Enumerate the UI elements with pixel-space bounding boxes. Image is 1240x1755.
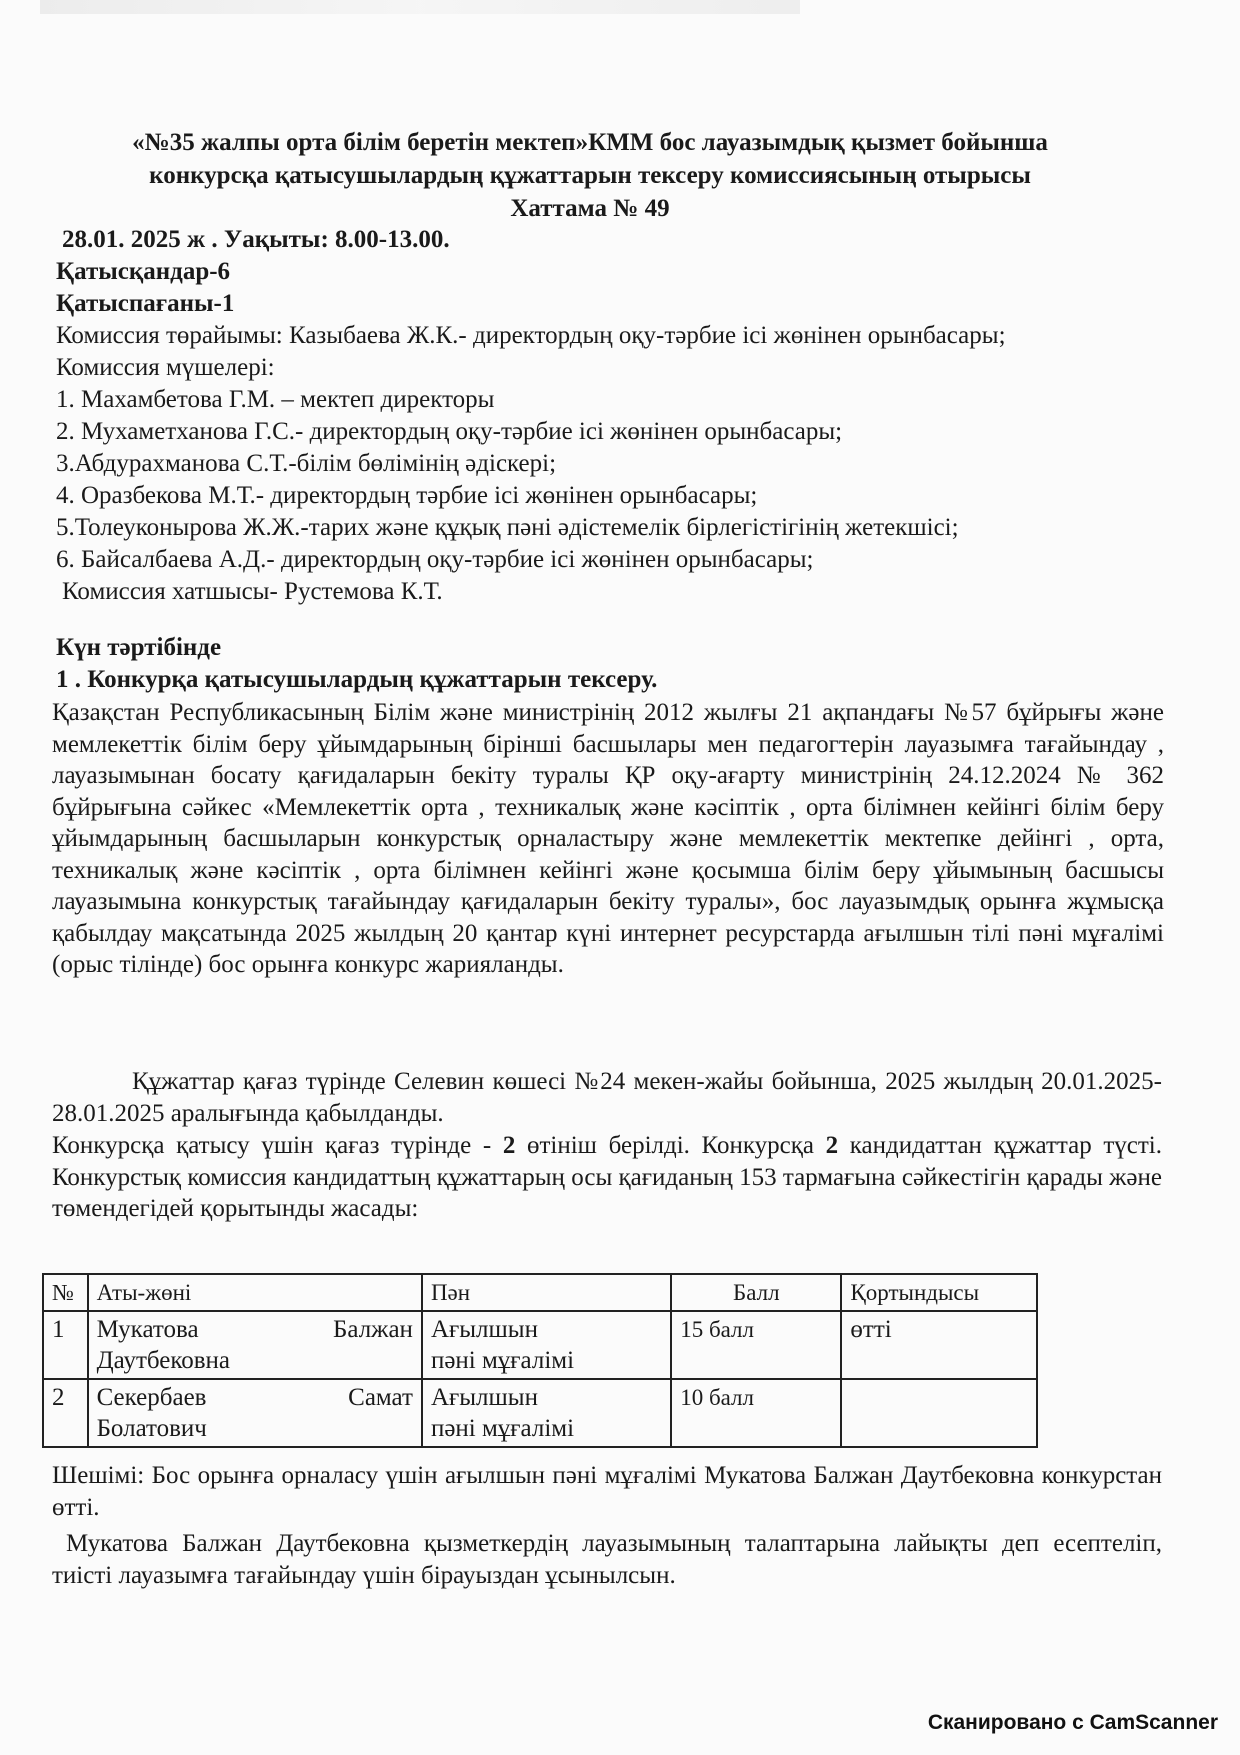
row-subject: Ағылшын пәні мұғалімі [422, 1379, 671, 1447]
commission-member: 2. Мухаметханова Г.С.- директордың оқу-тәрбие ісі жөнінен орынбасары; [56, 418, 843, 445]
decision-recommendation: Мукатова Балжан Даутбековна қызметкердің лауазымының талаптарына лайықты деп есептеліп, тиісті лауазымға тағайындау үшін бірауыздан ұсынылсын. [52, 1530, 1162, 1589]
row-result: өтті [841, 1311, 1037, 1379]
table-row [43, 1311, 1037, 1379]
present-count: Қатысқандар-6 [56, 258, 231, 285]
header-result: Қортындысы [841, 1274, 1037, 1311]
camscanner-watermark: Сканировано с CamScanner [927, 1711, 1218, 1734]
commission-member: 3.Абдурахманова С.Т.-білім бөлімінің әдіскері; [56, 450, 557, 477]
row-name: Мукатова Балжан Даутбековна [88, 1311, 422, 1379]
row-number: 1 [43, 1311, 88, 1379]
commission-member: 4. Оразбекова М.Т.- директордың тәрбие ісі жөнінен орынбасары; [56, 482, 758, 509]
table-header-row [43, 1274, 1037, 1311]
header-line-2: конкурсқа қатысушылардың құжаттарын тексеру комиссиясының отырысы [149, 162, 1031, 189]
header-number: № [43, 1274, 88, 1311]
commission-chair: Комиссия төрайымы: Казыбаева Ж.К.- директордың оқу-тәрбие ісі жөнінен орынбасары; [56, 322, 1006, 349]
agenda-paragraph-1: Қазақстан Республикасының Білім және министрінің 2012 жылғы 21 ақпандағы №57 бұйрығы және мемлекеттік білім беру ұйымдарының бірінші басшылары мен педагогтерін лауазымға тағайындау , лауазымынан босату қағидаларын бекіту туралы ҚР оқу-ағарту министрінің 24.12.2024 № 362 бұйрығына сәйкес «Мемлекеттік орта , техникалық және кәсіптік , орта білімнен кейінгі білім беру ұйымдарының басшыларын конкурстық орналастыру және мемлекеттік мектепке дейінгі , орта, техникалық және кәсіптік , орта білімнен кейінгі және қосымша білім беру ұйымының басшысы лауазымына конкурстық тағайындау қағидаларын бекіту туралы», бос лауазымдық орынға жұмысқа қабылдау мақсатында 2025 жылдың 20 қантар күні интернет ресурстарда ағылшын тілі пәні мұғалімі (орыс тілінде) бос орынға конкурс жарияланды. [52, 699, 1164, 978]
agenda-paragraph-2: Құжаттар қағаз түрінде Селевин көшесі №24 мекен-жайы бойынша, 2025 жылдың 20.01.2025- 28.01.2025 аралығында қабылданды. [52, 1068, 1162, 1127]
header-name: Аты-жөні [88, 1274, 422, 1311]
header-score: Балл [671, 1274, 841, 1311]
agenda-item-1: 1 . Конкурқа қатысушылардың құжаттарын тексеру. [56, 666, 658, 693]
decision-text: Шешімі: Бос орынға орналасу үшін ағылшын пәні мұғалімі Мукатова Балжан Даутбековна конкурстан өтті. [52, 1462, 1162, 1521]
protocol-number: Хаттама № 49 [510, 195, 670, 222]
commission-member: 6. Байсалбаева А.Д.- директордың оқу-тәрбие ісі жөнінен орынбасары; [56, 546, 814, 573]
commission-secretary: Комиссия хатшысы- Рустемова К.Т. [62, 578, 443, 605]
results-table [42, 1273, 1038, 1448]
row-subject: Ағылшын пәні мұғалімі [422, 1311, 671, 1379]
date-time: 28.01. 2025 ж . Уақыты: 8.00-13.00. [62, 226, 450, 253]
row-number: 2 [43, 1379, 88, 1447]
agenda-heading: Күн тәртібінде [56, 634, 222, 661]
commission-member: 5.Толеуконырова Ж.Ж.-тарих және құқық пәні әдістемелік бірлегістігінің жетекшісі; [56, 514, 959, 541]
commission-member: 1. Махамбетова Г.М. – мектеп директоры [56, 386, 495, 413]
header-subject: Пән [422, 1274, 671, 1311]
scan-artifact [40, 0, 800, 14]
row-score: 10 балл [671, 1379, 841, 1447]
row-name: Секербаев Самат Болатович [88, 1379, 422, 1447]
row-score: 15 балл [671, 1311, 841, 1379]
agenda-paragraph-3: Конкурсқа қатысу үшін қағаз түрінде - 2 өтініш берілді. Конкурсқа 2 кандидаттан құжаттар түсті. Конкурстық комиссия кандидаттың құжаттарың осы қағиданың 153 тармағына сәйкестігін қарады және төмендегідей қорытынды жасады: [52, 1132, 1162, 1222]
commission-members-label: Комиссия мүшелері: [56, 354, 275, 381]
row-result [841, 1379, 1037, 1447]
table-row [43, 1379, 1037, 1447]
header-line-1: «№35 жалпы орта білім беретін мектеп»КММ бос лауазымдық қызмет бойынша [132, 129, 1048, 156]
absent-count: Қатыспағаны-1 [56, 290, 235, 317]
